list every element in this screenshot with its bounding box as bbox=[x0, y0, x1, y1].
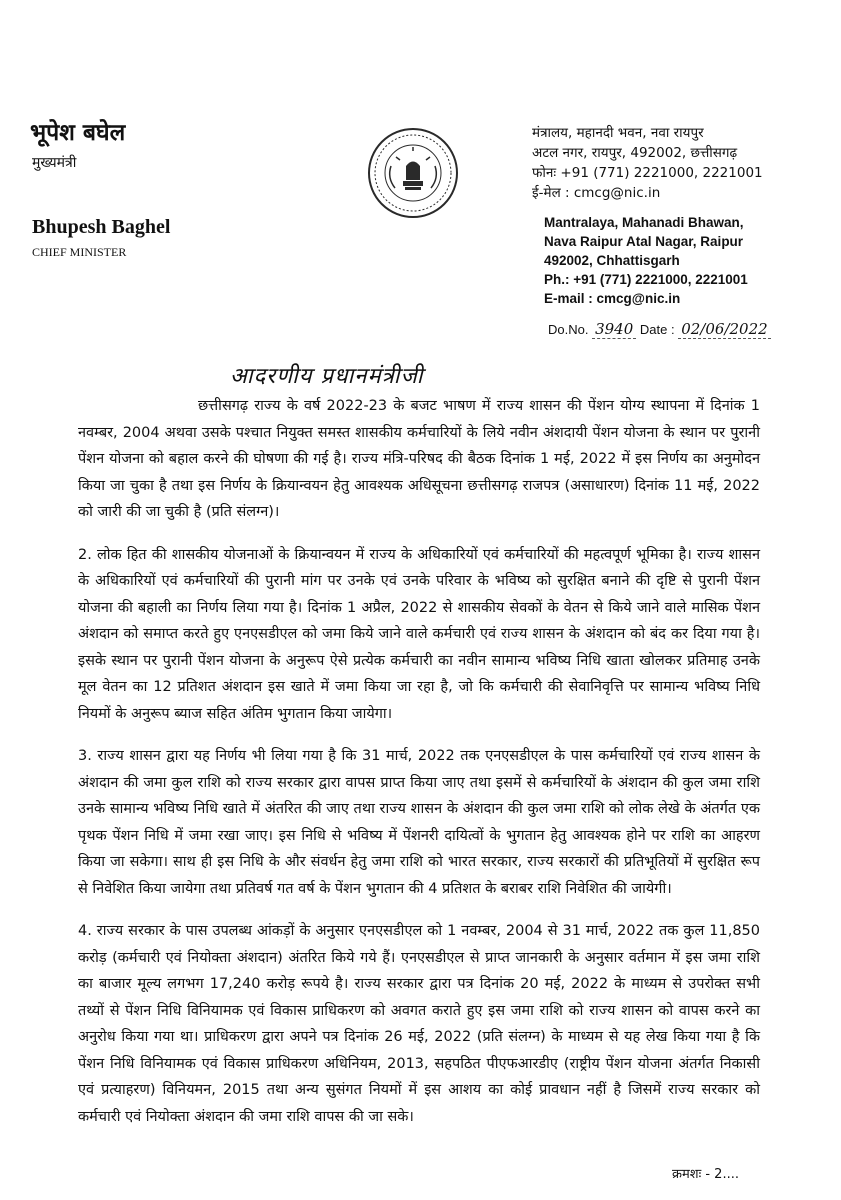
phone-label: Ph.: bbox=[544, 272, 570, 287]
salutation: आदरणीय प्रधानमंत्रीजी bbox=[230, 364, 424, 389]
paragraph-2: 2. लोक हित की शासकीय योजनाओं के क्रियान्वयन में राज्य के अधिकारियों एवं कर्मचारियों की महत्वपूर्ण भूमिका है। राज्य शासन के अधिकारियों एवं कर्मचारियों की पुरानी मांग पर उनके एवं उनके परिवार के भविष्य को सुरक्षित बनाने की दृष्टि से पुरानी पेंशन योजना की बहाली का निर्णय लिया गया है। दिनांक 1 अप्रैल, 2022 से शासकीय सेवकों के वेतन से किये जाने वाले मासिक पेंशन अंशदान को समाप्त करते हुए एनएसडीएल को जमा किये जाने वाले कर्मचारी एवं राज्य शासन के अंशदान को बंद कर दिया गया है। इसके स्थान पर पुरानी पेंशन योजना के अनुरूप ऐसे प्रत्येक कर्मचारी का नवीन सामान्य भविष्य निधि खाता खोलकर प्रतिमाह उनके मूल वेतन का 12 प्रतिशत अंशदान इस खाते में जमा किया जा रहा है, जो कि कर्मचारी की सेवानिवृत्ति पर सामान्य भविष्य निधि नियमों के अनुरूप ब्याज सहित अंतिम भुगतान किया जायेगा। bbox=[78, 546, 760, 722]
sender-block bbox=[30, 115, 170, 260]
address-hindi-line2: अटल नगर, रायपुर, 492002, छत्तीसगढ़ bbox=[532, 145, 738, 161]
address-english-phone bbox=[544, 270, 822, 289]
chhattisgarh-emblem-icon bbox=[366, 126, 460, 220]
address-english bbox=[544, 213, 822, 308]
email-label: E-mail : bbox=[544, 291, 593, 306]
date-value: 02/06/2022 bbox=[678, 320, 770, 339]
sender-name-english: Bhupesh Baghel bbox=[32, 216, 171, 238]
sender-title-english: CHIEF MINISTER bbox=[32, 245, 127, 259]
address-english-line3: 492002, Chhattisgarh bbox=[544, 253, 680, 268]
do-number: 3940 bbox=[592, 320, 636, 339]
paragraph-4: 4. राज्य सरकार के पास उपलब्ध आंकड़ों के अनुसार एनएसडीएल को 1 नवम्बर, 2004 से 31 मार्च, 2022 तक कुल 11,850 करोड़ (कर्मचारी एवं नियोक्ता अंशदान) अंतरित किये गये हैं। एनएसडीएल से प्राप्त जानकारी के अनुसार वर्तमान में इस जमा राशि का बाजार मूल्य लगभग 17,240 करोड़ रूपये है। राज्य सरकार द्वारा पत्र दिनांक 20 मई, 2022 के माध्यम से उपरोक्त सभी तथ्यों से पेंशन निधि विनियामक एवं विकास प्राधिकरण को अवगत कराते हुए इस जमा राशि को राज्य शासन को वापस करने का अनुरोध किया गया था। प्राधिकरण द्वारा अपने पत्र दिनांक 26 मई, 2022 (प्रति संलग्न) के माध्यम से यह लेख किया गया है कि पेंशन निधि विनियामक एवं विकास प्राधिकरण अधिनियम, 2013, सहपठित पीएफआरडीए (राष्ट्रीय पेंशन योजना अंतर्गत निकासी एवं प्रत्याहरण) विनियमन, 2015 तथा अन्य सुसंगत नियमों में इस आशय का कोई प्रावधान नहीं है जिसमें राज्य सरकार को कर्मचारी एवं नियोक्ता अंशदान की जमा राशि वापस की जा सके। bbox=[78, 923, 760, 1125]
phone-value: +91 (771) 2221000, 2221001 bbox=[573, 272, 748, 287]
address-english-line2: Nava Raipur Atal Nagar, Raipur bbox=[544, 234, 744, 249]
address-hindi-phone: फोनः +91 (771) 2221000, 2221001 bbox=[532, 165, 763, 181]
paragraph-3: 3. राज्य शासन द्वारा यह निर्णय भी लिया गया है कि 31 मार्च, 2022 तक एनएसडीएल के पास कर्मचारियों एवं राज्य शासन के अंशदान की जमा कुल राशि को राज्य सरकार द्वारा वापस प्राप्त किया जाए तथा इसमें से कर्मचारियों के अंशदान की कुल जमा राशि उनके सामान्य भविष्य निधि खाते में अंतरित की जाए तथा राज्य शासन के अंशदान की कुल जमा राशि को लोक लेखे के अंतर्गत एक पृथक पेंशन निधि में जमा रखा जाए। इस निधि से भविष्य में पेंशनरी दायित्वों के भुगतान हेतु आवश्यक होने पर राशि का आहरण किया जा सकेगा। साथ ही इस निधि के और संवर्धन हेतु जमा राशि को भारत सरकार, राज्य सरकारों की प्रतिभूतियों में सुरक्षित रूप से निवेशित किया जायेगा तथा प्रतिवर्ष गत वर्ष के पेंशन भुगतान की 4 प्रतिशत के बराबर राशि निवेशित की जायेगी। bbox=[78, 748, 760, 897]
paragraph-1: छत्तीसगढ़ राज्य के वर्ष 2022-23 के बजट भाषण में राज्य शासन की पेंशन योग्य स्थापना में दिनांक 1 नवम्बर, 2004 अथवा उसके पश्चात नियुक्त समस्त शासकीय कर्मचारियों के लिये नवीन अंशदायी पेंशन योजना के स्थान पर पुरानी पेंशन योजना को बहाल करने की घोषणा की गई है। राज्य मंत्रि-परिषद की बैठक दिनांक 1 मई, 2022 में इस निर्णय का अनुमोदन किया जा चुका है तथा इस निर्णय के क्रियान्वयन हेतु आवश्यक अधिसूचना छत्तीसगढ़ राजपत्र (असाधारण) दिनांक 11 मई, 2022 को जारी की जा चुकी है (प्रति संलग्न)। bbox=[78, 398, 760, 520]
address-english-line1: Mantralaya, Mahanadi Bhawan, bbox=[544, 215, 744, 230]
address-hindi-line1: मंत्रालय, महानदी भवन, नवा रायपुर bbox=[532, 125, 704, 141]
address-english-email bbox=[544, 289, 822, 308]
email-value: cmcg@nic.in bbox=[596, 291, 681, 306]
date-label: Date : bbox=[639, 322, 675, 337]
address-hindi-email: ई-मेल : cmcg@nic.in bbox=[532, 185, 661, 201]
address-block bbox=[532, 123, 822, 338]
sender-name-hindi: भूपेश बघेल bbox=[30, 120, 126, 146]
letter-body bbox=[78, 393, 760, 1146]
sender-title-hindi: मुख्यमंत्री bbox=[32, 155, 77, 171]
address-hindi bbox=[532, 123, 822, 203]
do-label: Do.No. bbox=[548, 322, 589, 337]
continued-marker: क्रमशः - 2.... bbox=[672, 1167, 739, 1182]
do-number-line bbox=[548, 320, 822, 338]
